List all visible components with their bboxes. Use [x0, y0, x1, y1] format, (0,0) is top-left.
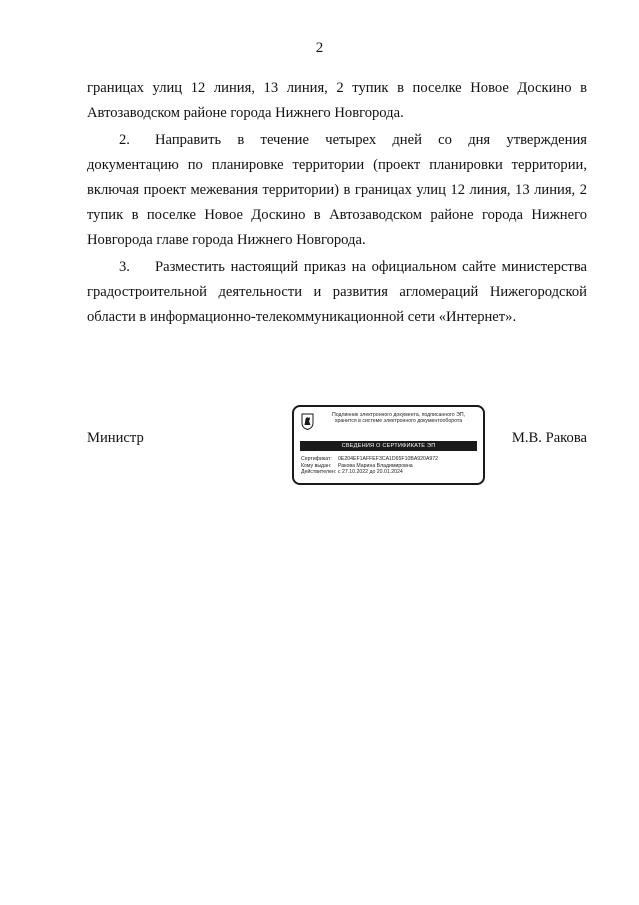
- signatory-position: Министр: [87, 430, 144, 446]
- valid-label: Действителен:: [301, 469, 337, 476]
- valid-row: [301, 469, 438, 476]
- stamp-header: [316, 412, 481, 425]
- signatory-name: М.В. Ракова: [511, 430, 587, 446]
- issued-to-label: Кому выдан:: [301, 462, 332, 469]
- document-body: [87, 76, 587, 332]
- coat-of-arms-icon: [301, 413, 314, 430]
- page-number: 2: [315, 40, 324, 56]
- certificate-value: 0E204EF1AFFEF3CA1D65F10BA920A972: [338, 456, 439, 462]
- valid-value: с 27.10.2022 до 20.01.2024: [338, 469, 403, 476]
- item-number: 3.: [119, 259, 130, 275]
- paragraph-continuation: границах улиц 12 линия, 13 линия, 2 тупик в поселке Новое Доскино в Автозаводском районе города Нижнего Новгорода.: [87, 80, 587, 121]
- issued-to-value: Ракова Марина Владимировна: [338, 462, 413, 469]
- item-text: Направить в течение четырех дней со дня утверждения документацию по планировке территории (проект планировки территории, включая проект межевания территории) в границах улиц 12 линия, 13 линия, 2 тупик в поселке Новое Доскино в Автозаводском районе города Нижнего Новгорода главе города Нижнего Новгорода.: [87, 132, 587, 248]
- certificate-row: [301, 456, 438, 463]
- paragraph-item-2: [87, 128, 587, 253]
- item-number: 2.: [119, 132, 130, 148]
- paragraph-item-3: [87, 255, 587, 330]
- certificate-label: Сертификат:: [301, 456, 332, 462]
- stamp-header-line: Подлинник электронного документа, подписанного ЭП,: [331, 412, 465, 418]
- stamp-header-line: хранится в системе электронного документооборота: [334, 418, 463, 425]
- item-text: Разместить настоящий приказ на официальном сайте министерства градостроительной деятельности и развития агломераций Нижегородской области в информационно-телекоммуникационной сети «Интернет».: [87, 259, 587, 325]
- stamp-title: СВЕДЕНИЯ О СЕРТИФИКАТЕ ЭП: [300, 441, 477, 451]
- stamp-details: [301, 456, 438, 476]
- electronic-signature-stamp: [292, 405, 485, 485]
